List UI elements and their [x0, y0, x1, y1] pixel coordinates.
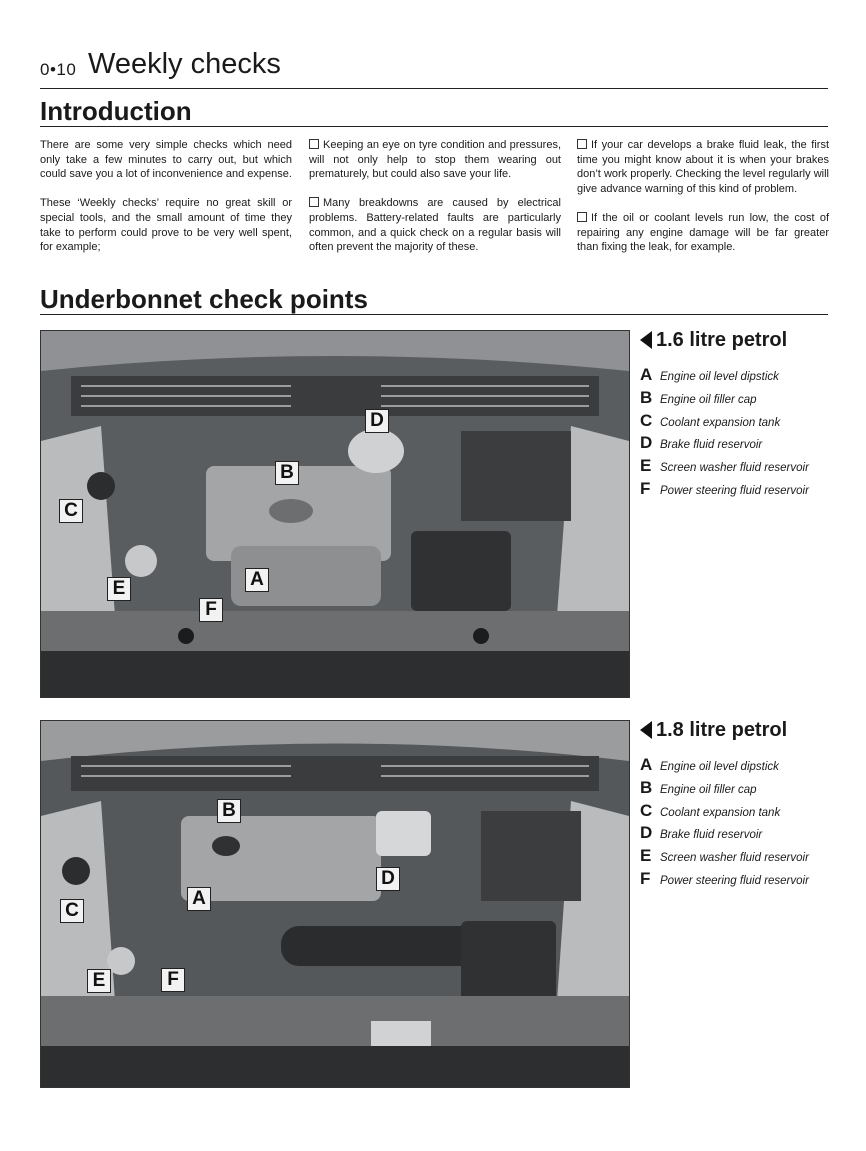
- intro-column-3: [577, 138, 829, 269]
- legend-item: C Coolant expansion tank: [640, 410, 781, 430]
- checkbox-icon: [577, 139, 587, 149]
- intro-paragraph: If your car develops a brake fluid leak, the first time you might know about it is when your brakes don’t work properly. Checking the level regularly will give advance warning of this kind of problem.: [577, 139, 829, 195]
- marker-b: B: [275, 461, 299, 485]
- legend-heading: 1.8 litre petrol: [640, 716, 840, 744]
- legend-item: D Brake fluid reservoir: [640, 433, 763, 453]
- introduction-title: Introduction: [40, 96, 828, 127]
- triangle-pointer-icon: [640, 331, 652, 349]
- page-header: [40, 48, 828, 89]
- marker-e: E: [107, 577, 131, 601]
- legend-1-8-litre: [640, 716, 840, 891]
- intro-paragraph: There are some very simple checks which need only take a few minutes to carry out, but which could save you a lot of inconvenience and expense.: [40, 139, 292, 181]
- legend-item: E Screen washer fluid reservoir: [640, 456, 809, 476]
- engine-bay-photo-1-8: [40, 720, 630, 1088]
- marker-b: B: [217, 799, 241, 823]
- legend-item: B Engine oil filler cap: [640, 387, 757, 407]
- legend-1-6-litre: [640, 326, 840, 501]
- legend-item: F Power steering fluid reservoir: [640, 478, 809, 498]
- legend-item: A Engine oil level dipstick: [640, 365, 779, 384]
- marker-f: F: [199, 598, 223, 622]
- marker-c: C: [59, 499, 83, 523]
- marker-e: E: [87, 969, 111, 993]
- marker-a: A: [187, 887, 211, 911]
- intro-paragraph: Many breakdowns are caused by electrical problems. Battery-related faults are particularly common, and a quick check on a regular basis will often prevent the majority of these.: [309, 197, 561, 254]
- legend-item: F Power steering fluid reservoir: [640, 868, 809, 888]
- legend-item: B Engine oil filler cap: [640, 777, 757, 797]
- checkbox-icon: [577, 212, 587, 222]
- marker-c: C: [60, 899, 84, 923]
- legend-heading: 1.6 litre petrol: [640, 326, 840, 354]
- legend-item: A Engine oil level dipstick: [640, 755, 779, 774]
- intro-paragraph: These ‘Weekly checks’ require no great skill or special tools, and the small amount of time they take to perform could prove to be very well spent, for example;: [40, 197, 292, 254]
- engine-bay-photo-1-6: [40, 330, 630, 698]
- engine-bay-illustration: [41, 331, 629, 697]
- page-title: Weekly checks: [88, 48, 281, 80]
- checkbox-icon: [309, 197, 319, 207]
- legend-item: D Brake fluid reservoir: [640, 823, 763, 843]
- intro-paragraph: Keeping an eye on tyre condition and pressures, will not only help to stop them wearing out prematurely, but could also save your life.: [309, 139, 561, 181]
- marker-f: F: [161, 968, 185, 992]
- marker-d: D: [365, 409, 389, 433]
- underbonnet-title: Underbonnet check points: [40, 284, 828, 315]
- checkbox-icon: [309, 139, 319, 149]
- engine-bay-illustration: [41, 721, 629, 1087]
- intro-paragraph: If the oil or coolant levels run low, the cost of repairing any engine damage will be far greater than fixing the leak, for example.: [577, 211, 829, 254]
- marker-d: D: [376, 867, 400, 891]
- triangle-pointer-icon: [640, 721, 652, 739]
- intro-column-1: [40, 138, 292, 269]
- intro-column-2: [309, 138, 561, 269]
- legend-item: E Screen washer fluid reservoir: [640, 846, 809, 866]
- page-number: 0•10: [40, 60, 77, 79]
- legend-item: C Coolant expansion tank: [640, 800, 781, 820]
- marker-a: A: [245, 568, 269, 592]
